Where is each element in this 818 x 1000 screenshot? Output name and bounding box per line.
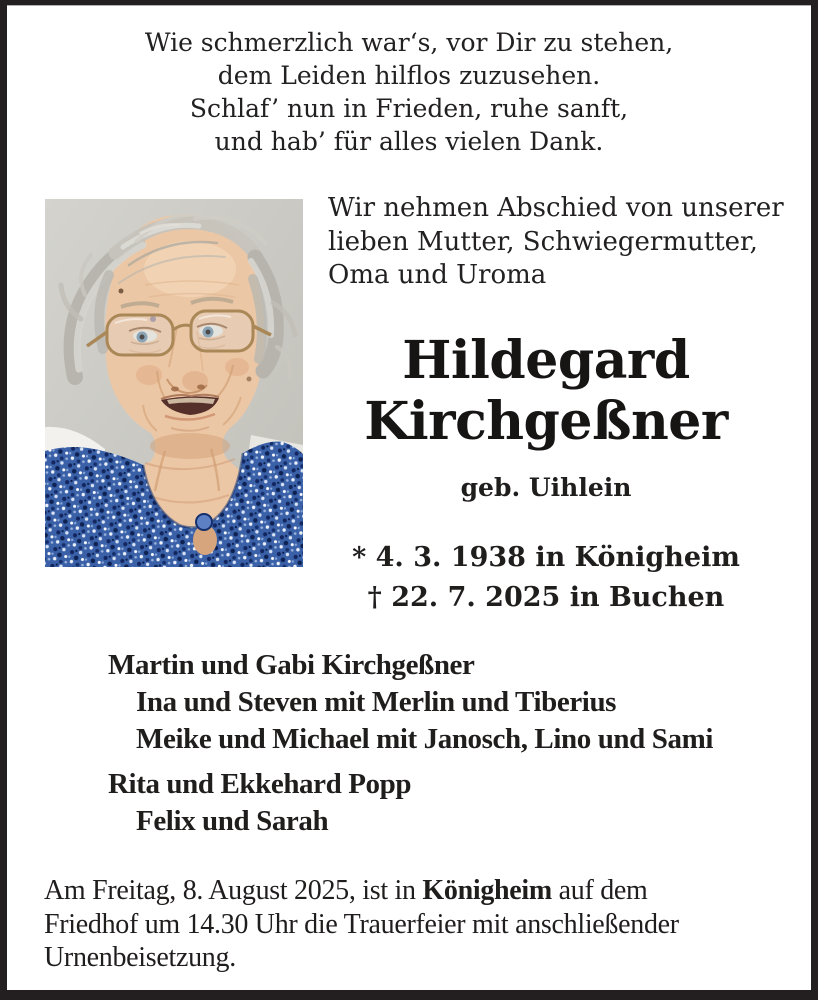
mourner-line: Felix und Sarah [136, 805, 329, 837]
verse-line: dem Leiden hilflos zuzusehen. [217, 61, 601, 90]
verse-line: und hab’ für alles vielen Dank. [214, 127, 604, 156]
birth-date-line: * 4. 3. 1938 in Königheim [352, 542, 740, 573]
memorial-verse [7, 26, 811, 158]
intro-line: Wir nehmen Abschied von unserer [328, 193, 784, 223]
verse-line: Schlaf’ nun in Frieden, ruhe sanft, [189, 94, 629, 123]
funeral-location: Königheim [422, 875, 552, 906]
life-dates [318, 538, 774, 618]
verse-line: Wie schmerzlich war‘s, vor Dir zu stehen, [144, 28, 674, 57]
maiden-name: geb. Uihlein [460, 473, 632, 502]
deceased-first-name: Hildegard [402, 330, 690, 391]
funeral-text: Am Freitag, 8. August 2025, ist in [44, 875, 416, 906]
blouse-button [196, 514, 212, 530]
farewell-intro [328, 192, 784, 293]
portrait-photo [45, 199, 303, 567]
deceased-last-name: Kirchgeßner [364, 391, 728, 452]
mourner-line: Rita und Ekkehard Popp [108, 768, 412, 800]
intro-line: Oma und Uroma [328, 260, 547, 290]
funeral-text: auf dem [558, 875, 648, 906]
notice-content [7, 5, 811, 990]
inner-hairline [7, 5, 811, 6]
funeral-line [44, 874, 804, 908]
funeral-line: Urnenbeisetzung. [44, 942, 236, 973]
funeral-line: Friedhof um 14.30 Uhr die Trauerfeier mit anschließender [44, 908, 679, 940]
mourner-line: Ina und Steven mit Merlin und Tiberius [136, 686, 617, 718]
mourner-line: Martin und Gabi Kirchgeßner [108, 649, 475, 681]
intro-line: lieben Mutter, Schwiegermutter, [328, 226, 758, 257]
mourner-line: Meike und Michael mit Janosch, Lino und Sami [136, 723, 713, 755]
death-date-line: † 22. 7. 2025 in Buchen [367, 582, 725, 613]
forehead-mole [119, 289, 124, 294]
funeral-details [44, 874, 804, 975]
mourners-list [108, 647, 713, 840]
cheek-mole [247, 377, 252, 382]
deceased-name [318, 330, 774, 452]
